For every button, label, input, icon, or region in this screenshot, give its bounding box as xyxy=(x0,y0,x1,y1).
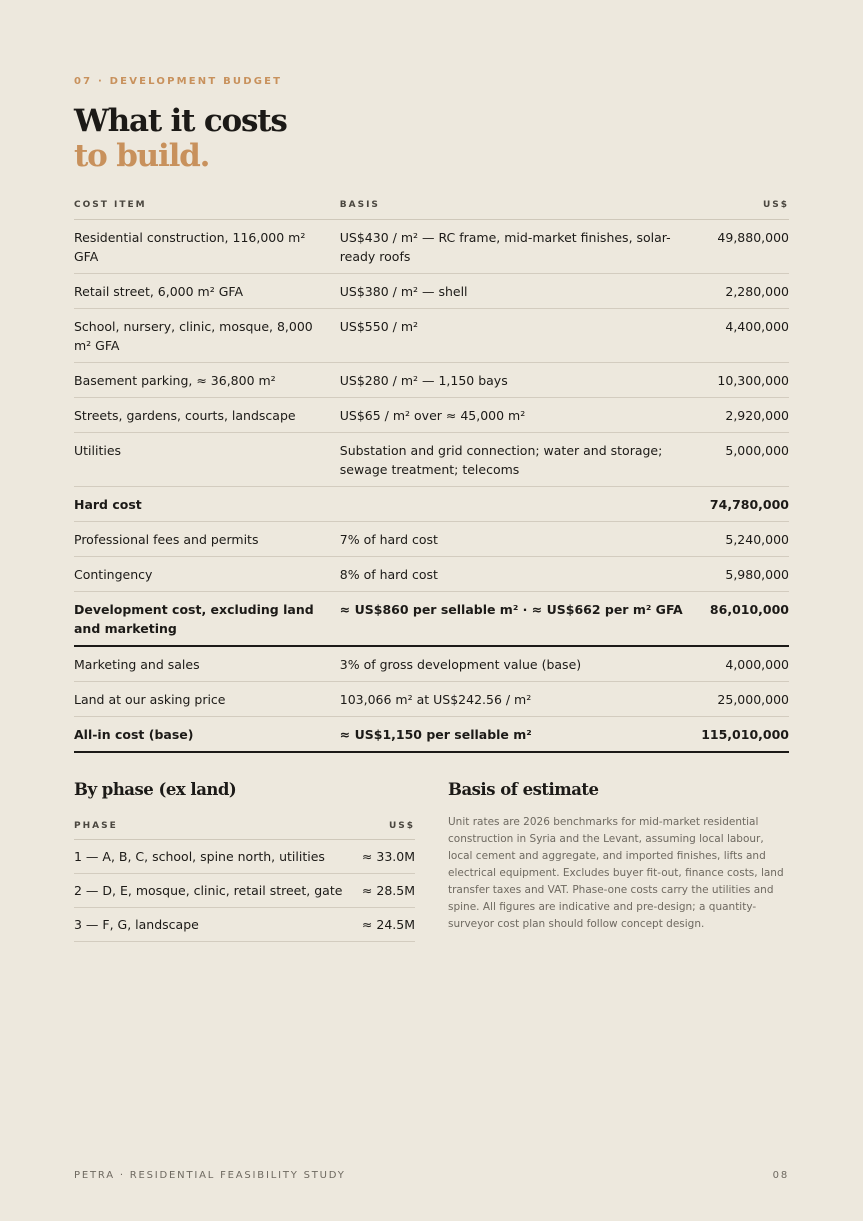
table-row xyxy=(74,274,789,309)
cost-value: 115,010,000 xyxy=(701,717,789,753)
cost-item: Hard cost xyxy=(74,487,340,522)
cost-value: 4,400,000 xyxy=(701,309,789,363)
phase-value: ≈ 24.5M xyxy=(359,908,415,942)
cost-basis: 3% of gross development value (base) xyxy=(340,646,701,682)
cost-value: 10,300,000 xyxy=(701,363,789,398)
title-line-1: What it costs xyxy=(74,103,287,139)
table-row xyxy=(74,522,789,557)
cost-item: Professional fees and permits xyxy=(74,522,340,557)
cost-value: 5,000,000 xyxy=(701,433,789,487)
cost-value: 2,280,000 xyxy=(701,274,789,309)
table-row xyxy=(74,646,789,682)
col-header-usd: US$ xyxy=(359,817,415,840)
cost-value: 5,240,000 xyxy=(701,522,789,557)
section-eyebrow: 07 · DEVELOPMENT BUDGET xyxy=(74,76,283,87)
cost-item: Land at our asking price xyxy=(74,682,340,717)
cost-table-header xyxy=(74,190,789,220)
table-row xyxy=(74,398,789,433)
cost-value: 5,980,000 xyxy=(701,557,789,592)
phase-label: 2 — D, E, mosque, clinic, retail street, gate xyxy=(74,874,359,908)
cost-value: 74,780,000 xyxy=(701,487,789,522)
cost-item: Streets, gardens, courts, landscape xyxy=(74,398,340,433)
col-header-usd: US$ xyxy=(701,190,789,220)
page-number: 08 xyxy=(772,1170,789,1181)
cost-item: Marketing and sales xyxy=(74,646,340,682)
phase-value: ≈ 28.5M xyxy=(359,874,415,908)
cost-value: 2,920,000 xyxy=(701,398,789,433)
cost-basis: US$380 / m² — shell xyxy=(340,274,701,309)
cost-basis: 7% of hard cost xyxy=(340,522,701,557)
cost-basis xyxy=(340,487,701,522)
table-row xyxy=(74,363,789,398)
table-row xyxy=(74,433,789,487)
table-row xyxy=(74,220,789,274)
cost-item: Retail street, 6,000 m² GFA xyxy=(74,274,340,309)
col-header-phase: PHASE xyxy=(74,817,359,840)
phase-value: ≈ 33.0M xyxy=(359,840,415,874)
cost-basis: ≈ US$1,150 per sellable m² xyxy=(340,717,701,753)
cost-item: All-in cost (base) xyxy=(74,717,340,753)
cost-basis: 103,066 m² at US$242.56 / m² xyxy=(340,682,701,717)
table-row xyxy=(74,682,789,717)
cost-basis: US$430 / m² — RC frame, mid-market finishes, solar-ready roofs xyxy=(340,220,701,274)
phase-table-header xyxy=(74,817,415,840)
table-row xyxy=(74,840,415,874)
cost-value: 25,000,000 xyxy=(701,682,789,717)
cost-basis: 8% of hard cost xyxy=(340,557,701,592)
cost-item: Basement parking, ≈ 36,800 m² xyxy=(74,363,340,398)
total-row-all-in xyxy=(74,717,789,753)
table-row xyxy=(74,557,789,592)
table-row xyxy=(74,309,789,363)
subtotal-row-development-cost xyxy=(74,592,789,647)
phase-heading: By phase (ex land) xyxy=(74,780,237,799)
cost-value: 4,000,000 xyxy=(701,646,789,682)
cost-basis: US$550 / m² xyxy=(340,309,701,363)
col-header-basis: BASIS xyxy=(340,190,701,220)
cost-table xyxy=(74,190,789,753)
phase-label: 1 — A, B, C, school, spine north, utilities xyxy=(74,840,359,874)
cost-item: Residential construction, 116,000 m² GFA xyxy=(74,220,340,274)
table-row xyxy=(74,874,415,908)
cost-basis: US$280 / m² — 1,150 bays xyxy=(340,363,701,398)
cost-item: Utilities xyxy=(74,433,340,487)
subtotal-row-hard-cost xyxy=(74,487,789,522)
page-title xyxy=(74,104,287,174)
cost-value: 49,880,000 xyxy=(701,220,789,274)
cost-basis: US$65 / m² over ≈ 45,000 m² xyxy=(340,398,701,433)
cost-item: Development cost, excluding land and marketing xyxy=(74,592,340,647)
cost-item: School, nursery, clinic, mosque, 8,000 m² GFA xyxy=(74,309,340,363)
cost-basis: ≈ US$860 per sellable m² · ≈ US$662 per m² GFA xyxy=(340,592,701,647)
title-line-2: to build. xyxy=(74,138,210,174)
basis-heading: Basis of estimate xyxy=(448,780,599,799)
footer-title: PETRA · RESIDENTIAL FEASIBILITY STUDY xyxy=(74,1170,346,1181)
cost-value: 86,010,000 xyxy=(701,592,789,647)
phase-label: 3 — F, G, landscape xyxy=(74,908,359,942)
cost-basis: Substation and grid connection; water and storage; sewage treatment; telecoms xyxy=(340,433,701,487)
phase-section xyxy=(74,780,415,942)
col-header-cost-item: COST ITEM xyxy=(74,190,340,220)
basis-text: Unit rates are 2026 benchmarks for mid-market residential construction in Syria and the Levant, assuming local labour, local cement and aggregate, and imported finishes, lifts and electrical equipment. Excludes buyer fit-out, finance costs, land transfer taxes and VAT. Phase-one costs carry the utilities and spine. All figures are indicative and pre-design; a quantity-surveyor cost plan should follow concept design. xyxy=(448,816,784,930)
phase-table xyxy=(74,817,415,942)
cost-item: Contingency xyxy=(74,557,340,592)
basis-section xyxy=(448,780,788,933)
table-row xyxy=(74,908,415,942)
